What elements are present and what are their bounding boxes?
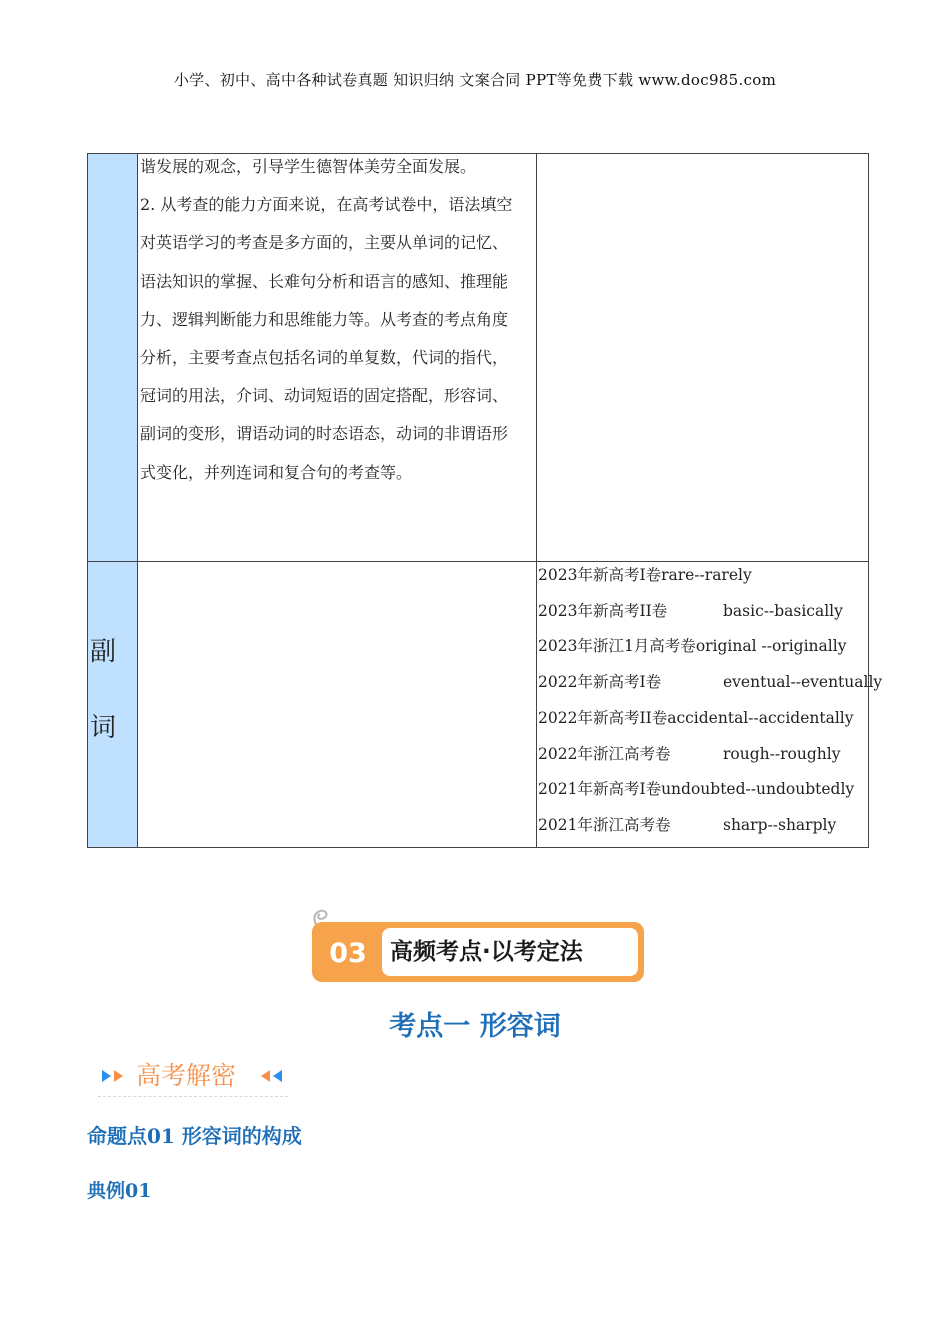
example-line	[537, 701, 868, 737]
example-source: 2022年新高考I卷	[538, 673, 662, 692]
example-source: 2023年浙江1月高考卷	[538, 637, 696, 656]
paragraph-line: 语法知识的掌握、长难句分析和语言的感知、推理能	[140, 271, 509, 291]
secret-badge	[98, 1056, 288, 1098]
example-pair: basic--basically	[723, 601, 843, 620]
topic-title: 考点一 形容词	[389, 1011, 561, 1042]
double-arrow-right-icon	[100, 1068, 130, 1084]
example-list	[537, 558, 883, 844]
analysis-paragraph	[138, 148, 536, 492]
examples-cell-empty	[537, 154, 869, 562]
table-row	[88, 154, 869, 562]
example-source: 2023年新高考II卷	[538, 601, 668, 620]
paragraph-line: 式变化，并列连词和复合句的考查等。	[140, 462, 413, 482]
example-pair: sharp--sharply	[723, 815, 837, 834]
banner-number: 03	[329, 938, 367, 969]
double-arrow-left-icon	[258, 1068, 288, 1084]
analysis-cell	[138, 154, 537, 562]
table-row	[88, 562, 869, 848]
paragraph-line: 谐发展的观念，引导学生德智体美劳全面发展。	[140, 157, 477, 176]
side-label-char: 词	[90, 713, 117, 743]
example-pair: original --originally	[695, 637, 847, 656]
example-line	[537, 665, 883, 701]
example-line	[537, 594, 868, 630]
paragraph-line: 力、逻辑判断能力和思维能力等。从考查的考点角度	[140, 309, 509, 329]
side-label-cell	[88, 562, 138, 848]
example-line	[537, 558, 868, 594]
side-label	[88, 562, 137, 766]
secret-badge-label: 高考解密	[136, 1061, 237, 1090]
example-pair: rough--roughly	[723, 744, 841, 763]
paragraph-line: 冠词的用法，介词、动词短语的固定搭配，形容词、	[140, 386, 509, 406]
example-source: 2021年浙江高考卷	[538, 815, 671, 834]
example-source: 2022年浙江高考卷	[538, 744, 671, 763]
analysis-cell-empty	[138, 562, 537, 848]
badge-underline	[98, 1096, 288, 1097]
example-pair: eventual--eventually	[723, 673, 883, 692]
side-cell	[88, 154, 138, 562]
page-header: 小学、初中、高中各种试卷真题 知识归纳 文案合同 PPT等免费下载 www.doc985.com	[173, 71, 777, 89]
content-table	[87, 153, 883, 848]
example-source: 2023年新高考I卷	[538, 566, 662, 584]
example-pair: rare--rarely	[661, 566, 752, 584]
side-label-char: 副	[90, 637, 117, 667]
example-line	[537, 808, 868, 844]
example-line	[537, 772, 868, 808]
proposition-heading: 命题点01 形容词的构成	[87, 1124, 302, 1148]
section-banner	[310, 904, 646, 986]
banner-label: 高频考点·以考定法	[390, 939, 583, 965]
example-source: 2021年新高考I卷	[538, 780, 662, 799]
example-source: 2022年新高考II卷	[538, 708, 668, 727]
example-heading: 典例01	[87, 1180, 152, 1202]
paragraph-line: 分析，主要考查点包括名词的单复数，代词的指代，	[140, 348, 509, 368]
paragraph-line: 2. 从考查的能力方面来说，在高考试卷中，语法填空	[140, 195, 513, 215]
example-line	[537, 629, 868, 665]
paragraph-line: 副词的变形，谓语动词的时态语态，动词的非谓语形	[140, 424, 509, 444]
example-pair: undoubted--undoubtedly	[661, 780, 855, 799]
examples-cell	[537, 562, 883, 848]
example-line	[537, 737, 868, 773]
paragraph-line: 对英语学习的考查是多方面的，主要从单词的记忆、	[140, 233, 509, 253]
example-pair: accidental--accidentally	[667, 708, 854, 727]
